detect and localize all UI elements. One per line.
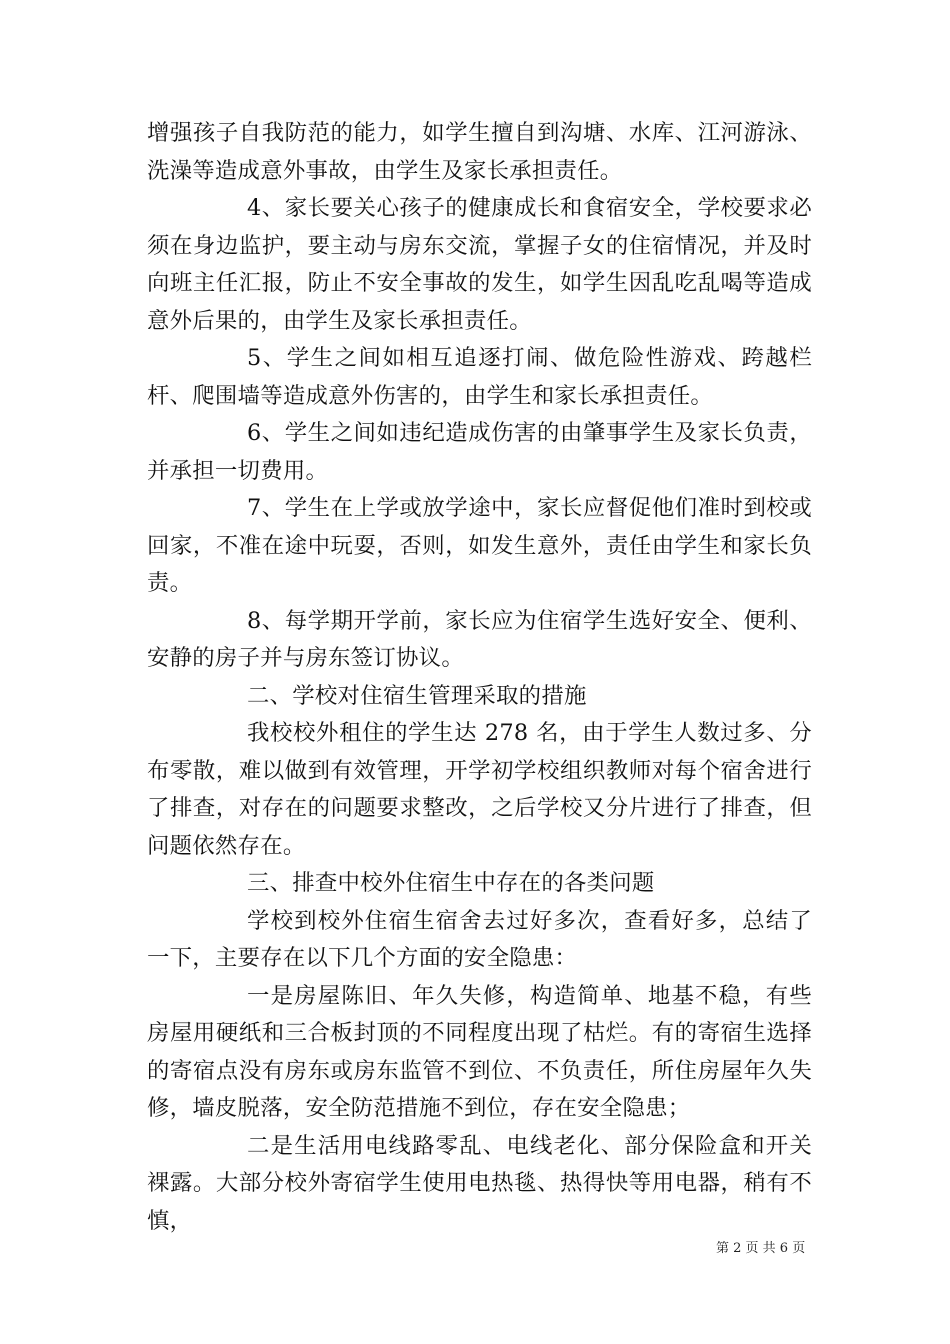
paragraph: 我校校外租住的学生达 278 名，由于学生人数过多、分布零散，难以做到有效管理，开学初学校组织教师对每个宿舍进行了排查，对存在的问题要求整改，之后学校又分片进行了排查，但问题依然存在。 [147, 720, 812, 859]
section-heading: 二、学校对住宿生管理采取的措施 [247, 682, 587, 709]
document-body [147, 115, 812, 1240]
page-number: 第 2 页 共 6 页 [716, 1241, 806, 1256]
paragraph: 7、学生在上学或放学途中，家长应督促他们准时到校或回家，不准在途中玩耍，否则，如发生意外，责任由学生和家长负责。 [147, 495, 812, 596]
paragraph: 二是生活用电线路零乱、电线老化、部分保险盒和开关裸露。大部分校外寄宿学生使用电热毯、热得快等用电器，稍有不慎， [147, 1132, 812, 1234]
paragraph: 4、家长要关心孩子的健康成长和食宿安全，学校要求必须在身边监护，要主动与房东交流，掌握子女的住宿情况，并及时向班主任汇报，防止不安全事故的发生，如学生因乱吃乱喝等造成意外后果的，由学生及家长承担责任。 [147, 195, 812, 334]
paragraph: 6、学生之间如违纪造成伤害的由肇事学生及家长负责，并承担一切费用。 [147, 420, 812, 484]
paragraph: 8、每学期开学前，家长应为住宿学生选好安全、便利、安静的房子并与房东签订协议。 [147, 607, 812, 671]
section-heading: 三、排查中校外住宿生中存在的各类问题 [247, 870, 655, 896]
paragraph: 学校到校外住宿生宿舍去过好多次，查看好多，总结了一下，主要存在以下几个方面的安全隐患： [147, 907, 812, 971]
paragraph: 一是房屋陈旧、年久失修，构造简单、地基不稳，有些房屋用硬纸和三合板封顶的不同程度出现了枯烂。有的寄宿生选择的寄宿点没有房东或房东监管不到位、不负责任，所住房屋年久失修，墙皮脱落，安全防范措施不到位，存在安全隐患； [147, 982, 812, 1121]
paragraph: 5、学生之间如相互追逐打闹、做危险性游戏、跨越栏杆、爬围墙等造成意外伤害的，由学生和家长承担责任。 [147, 345, 812, 409]
paragraph: 增强孩子自我防范的能力，如学生擅自到沟塘、水库、江河游泳、洗澡等造成意外事故，由学生及家长承担责任。 [147, 120, 812, 184]
